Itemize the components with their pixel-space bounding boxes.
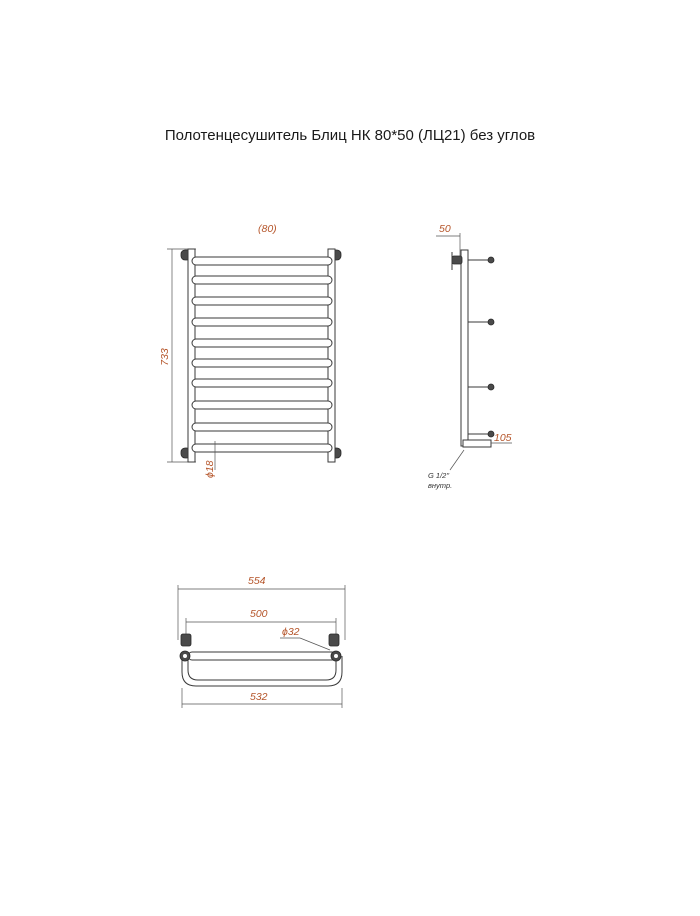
rung — [192, 276, 332, 284]
side-rung-end — [488, 257, 494, 263]
center-label: 500 — [250, 608, 268, 620]
side-view — [428, 223, 512, 490]
rung — [192, 444, 332, 452]
top-rung — [188, 652, 336, 660]
front-width-label: (80) — [258, 223, 277, 235]
top-view — [178, 575, 345, 708]
rung — [192, 297, 332, 305]
pipe-diameter-label: ϕ32 — [282, 626, 300, 638]
rung — [192, 423, 332, 431]
overall-label: 554 — [248, 575, 266, 587]
top-mount-right — [329, 634, 339, 646]
side-profile — [461, 250, 468, 446]
side-rung-end — [488, 319, 494, 325]
drawing-title: Полотенцесушитель Блиц НК 80*50 (ЛЦ21) без углов — [164, 127, 536, 144]
side-wall-plate — [452, 256, 462, 264]
tube-diameter-label: ϕ18 — [204, 460, 216, 478]
rung — [192, 257, 332, 265]
top-mount-left — [181, 634, 191, 646]
side-bottom-connection — [463, 440, 491, 447]
thread-leader — [450, 450, 464, 470]
rung — [192, 401, 332, 409]
rungs — [192, 257, 332, 452]
rung — [192, 379, 332, 387]
thread-label: G 1/2" — [428, 471, 450, 480]
offset-label: 105 — [494, 432, 512, 444]
rung — [192, 318, 332, 326]
bottom-label: 532 — [250, 691, 268, 703]
height-label: 733 — [159, 348, 171, 366]
rung — [192, 339, 332, 347]
side-rung-end — [488, 384, 494, 390]
rung — [192, 359, 332, 367]
depth-label: 50 — [439, 223, 451, 235]
thread-note: внутр. — [428, 481, 453, 490]
front-view — [159, 223, 341, 478]
